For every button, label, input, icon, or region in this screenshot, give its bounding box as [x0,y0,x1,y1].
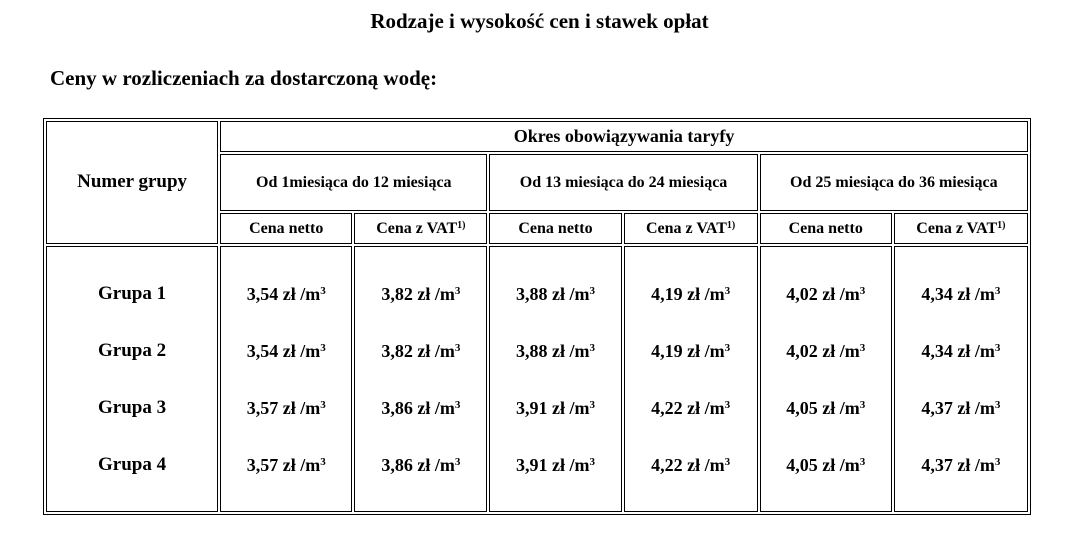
vat-footnote-marker: 1) [726,219,736,231]
price-amount: 4,05 zł /m [786,455,860,475]
unit-exponent: 3 [994,399,1001,411]
price-value [625,281,757,338]
unit-exponent: 3 [589,399,595,411]
price-column [220,246,352,512]
col-header-vat [354,213,487,244]
unit-exponent: 3 [724,399,731,411]
price-amount: 4,02 zł /m [786,341,860,361]
price-amount: 3,91 zł /m [515,455,590,475]
price-column [489,246,621,512]
group-name: Grupa 2 [98,340,167,361]
price-value [761,338,891,395]
section-subtitle: Ceny w rozliczeniach za dostarczoną wodę: [50,66,438,90]
price-amount: 3,82 zł /m [381,284,455,304]
col-header-vat [894,213,1028,244]
price-value [221,452,351,509]
price-value [625,338,757,395]
price-value [221,395,351,452]
unit-exponent: 3 [724,342,731,354]
price-amount: 4,22 zł /m [651,398,725,418]
price-amount: 4,22 zł /m [651,455,725,475]
price-column [624,246,758,512]
unit-exponent: 3 [454,399,461,411]
price-value [355,338,486,395]
price-amount: 3,86 zł /m [381,455,455,475]
price-column [760,246,892,512]
price-amount: 4,02 zł /m [786,284,860,304]
price-value [761,395,891,452]
price-amount: 4,19 zł /m [651,284,725,304]
unit-exponent: 3 [859,399,866,411]
price-amount: 4,34 zł /m [921,284,995,304]
price-column [894,246,1028,512]
price-value [490,395,620,452]
col-header-vat [624,213,758,244]
unit-exponent: 3 [994,285,1001,297]
unit-exponent: 3 [320,285,326,297]
col-header-vat-label: Cena z VAT [645,219,727,237]
unit-exponent: 3 [589,285,595,297]
period-header-2: Od 13 miesiąca do 24 miesiąca [489,154,757,211]
vat-footnote-marker: 1) [457,219,466,231]
period-header-3: Od 25 miesiąca do 36 miesiąca [760,154,1028,211]
price-amount: 3,54 zł /m [246,341,321,361]
price-value [895,281,1027,338]
page-title: Rodzaje i wysokość cen i stawek opłat [370,9,709,33]
col-header-vat-label: Cena z VAT [916,219,998,237]
unit-exponent: 3 [994,456,1001,468]
price-column [354,246,487,512]
price-value [490,452,620,509]
price-amount: 4,19 zł /m [651,341,725,361]
unit-exponent: 3 [859,342,866,354]
price-amount: 3,88 zł /m [515,284,590,304]
price-value [355,452,486,509]
price-value [221,338,351,395]
price-value [625,395,757,452]
price-amount: 4,34 zł /m [921,341,995,361]
unit-exponent: 3 [454,456,461,468]
group-name: Grupa 3 [98,397,167,418]
vat-footnote-marker: 1) [997,219,1006,231]
period-header-1: Od 1miesiąca do 12 miesiąca [220,154,487,211]
price-amount: 3,86 zł /m [381,398,455,418]
price-amount: 3,91 zł /m [515,398,590,418]
col-header-net: Cena netto [760,213,892,244]
col-header-net: Cena netto [489,213,621,244]
unit-exponent: 3 [859,456,866,468]
unit-exponent: 3 [454,285,461,297]
unit-exponent: 3 [589,342,595,354]
price-value [761,281,891,338]
unit-exponent: 3 [320,456,326,468]
group-column-header: Numer grupy [46,121,218,244]
unit-exponent: 3 [320,342,326,354]
price-value [355,395,486,452]
price-value [490,338,620,395]
tariff-period-header: Okres obowiązywania taryfy [220,121,1028,152]
price-amount: 3,88 zł /m [515,341,590,361]
price-value [625,452,757,509]
price-amount: 4,05 zł /m [786,398,860,418]
price-value [895,395,1027,452]
price-value [761,452,891,509]
unit-exponent: 3 [454,342,461,354]
price-value [355,281,486,338]
unit-exponent: 3 [589,456,595,468]
price-amount: 4,37 zł /m [921,398,995,418]
group-name: Grupa 1 [98,283,167,304]
price-amount: 3,57 zł /m [246,455,321,475]
col-header-net: Cena netto [220,213,352,244]
price-amount: 3,82 zł /m [381,341,455,361]
group-name: Grupa 4 [98,454,167,475]
price-value [895,338,1027,395]
unit-exponent: 3 [994,342,1001,354]
unit-exponent: 3 [724,456,731,468]
unit-exponent: 3 [320,399,326,411]
price-amount: 3,57 zł /m [246,398,321,418]
price-value [221,281,351,338]
col-header-vat-label: Cena z VAT [376,219,458,237]
unit-exponent: 3 [859,285,866,297]
tariff-table [43,118,1031,515]
price-value [490,281,620,338]
price-amount: 4,37 zł /m [921,455,995,475]
price-amount: 3,54 zł /m [246,284,321,304]
group-names-cell [46,246,218,512]
price-value [895,452,1027,509]
unit-exponent: 3 [724,285,731,297]
